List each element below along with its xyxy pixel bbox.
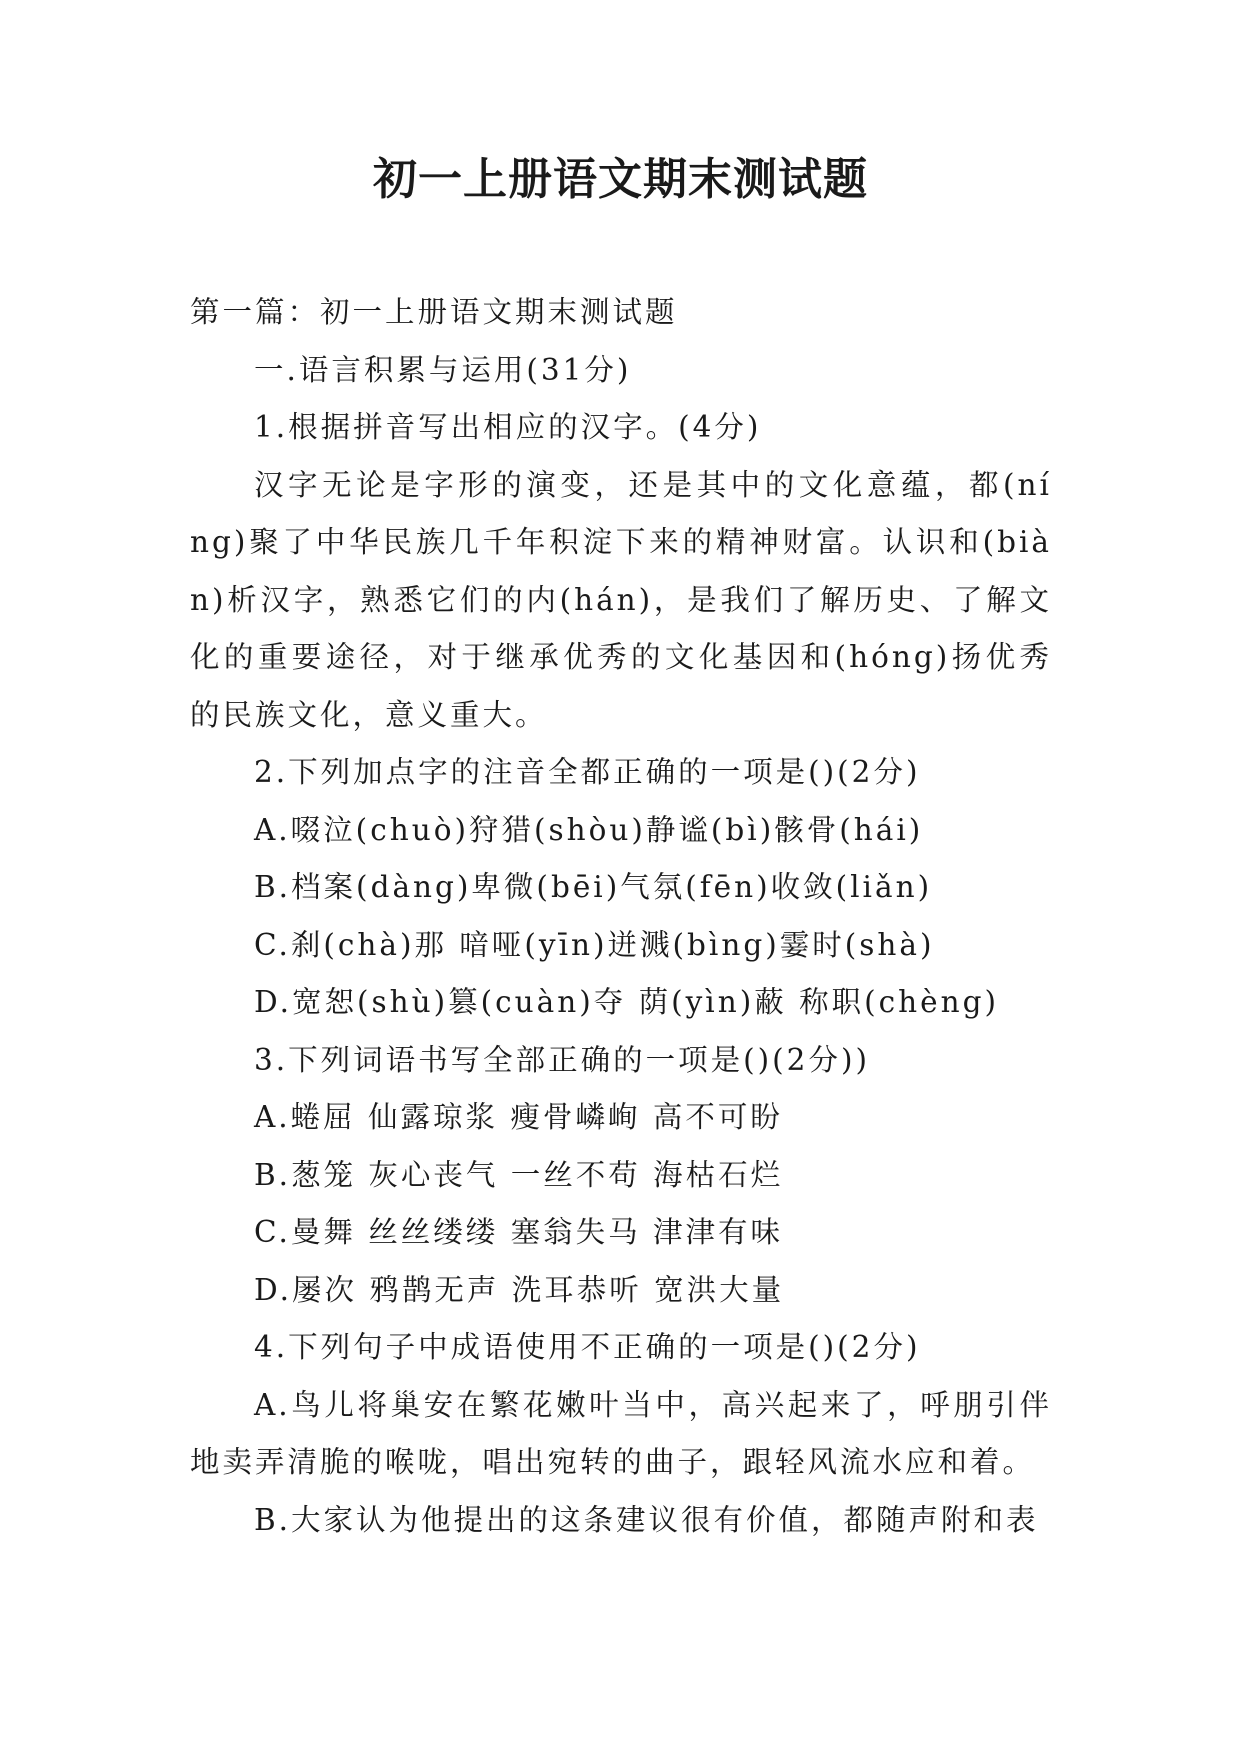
paragraph: B.葱笼 灰心丧气 一丝不苟 海枯石烂 [254,1157,784,1192]
paragraph: A.蜷屈 仙露琼浆 瘦骨嶙峋 高不可盼 [254,1100,783,1134]
document-title: 初一上册语文期末测试题 [373,154,868,205]
paragraph: 第一篇：初一上册语文期末测试题 [190,295,678,329]
paragraph: 一.语言积累与运用(31分) [254,352,632,387]
paragraph: B.大家认为他提出的这条建议很有价值，都随声附和表 [254,1502,1039,1537]
paragraph: B.档案(dàng)卑微(bēi)气氛(fēn)收敛(liǎn) [254,870,933,904]
paragraph: 1.根据拼音写出相应的汉字。(4分) [254,410,762,444]
paragraph: A.鸟儿将巢安在繁花嫩叶当中，高兴起来了，呼朋引伴地卖弄清脆的喉咙，唱出宛转的曲子，跟轻风流水应和着。 [190,1387,1052,1479]
paragraph: 汉字无论是字形的演变，还是其中的文化意蕴，都(ní ng)聚了中华民族几千年积淀下来的精神财富。认识和(bià n)析汉字，熟悉它们的内(hán)，是我们了解历史、了解文化的重要途径，对于继承优秀的文化基因和(hóng)扬优秀的民族文化，意义重大。 [190,467,1052,732]
paragraph: C.刹(chà)那 喑哑(yīn)迸溅(bìng)霎时(shà) [254,927,935,962]
paragraph: D.屡次 鸦鹊无声 洗耳恭听 宽洪大量 [254,1272,785,1307]
paragraph: D.宽恕(shù)篡(cuàn)夺 荫(yìn)蔽 称职(chèng) [254,985,1000,1019]
paragraph: 2.下列加点字的注音全都正确的一项是()(2分) [254,755,921,789]
document-body [190,284,1052,1549]
paragraph: C.曼舞 丝丝缕缕 塞翁失马 津津有味 [254,1215,784,1249]
paragraph: 3.下列词语书写全部正确的一项是()(2分)) [254,1042,870,1077]
paragraph: A.啜泣(chuò)狩猎(shòu)静谧(bì)骸骨(hái) [254,812,924,847]
paragraph: 4.下列句子中成语使用不正确的一项是()(2分) [254,1330,921,1364]
